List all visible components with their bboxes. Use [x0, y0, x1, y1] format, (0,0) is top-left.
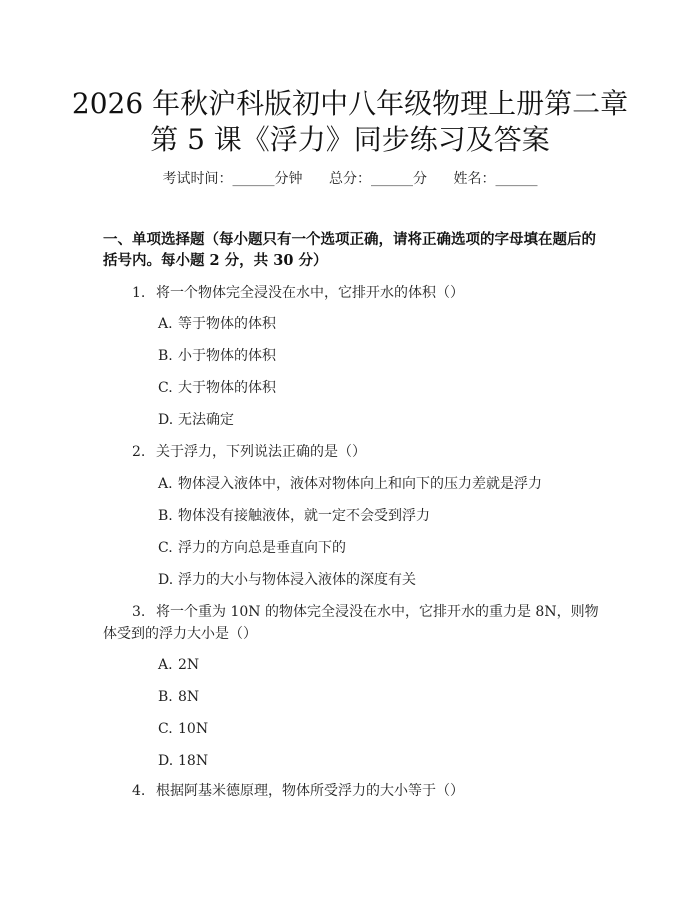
time-unit: 分钟	[274, 171, 303, 187]
question-3	[103, 601, 603, 645]
question-number: 1.	[132, 285, 146, 301]
question-1	[132, 282, 602, 304]
exam-info-line	[0, 168, 700, 188]
question-3-option-a: A. 2N	[158, 657, 200, 673]
question-text: 关于浮力，下列说法正确的是（）	[156, 444, 366, 460]
question-2	[132, 441, 602, 463]
question-2-option-b: B. 物体没有接触液体，就一定不会受到浮力	[158, 508, 430, 524]
score-blank: ______	[371, 171, 413, 187]
question-3-option-d: D. 18N	[158, 753, 209, 769]
name-blank: ______	[495, 171, 538, 187]
score-unit: 分	[413, 171, 427, 187]
question-number: 2.	[132, 444, 146, 460]
question-1-option-a: A. 等于物体的体积	[158, 316, 276, 332]
time-blank: ______	[232, 171, 275, 187]
question-3-option-b: B. 8N	[158, 689, 200, 705]
section-heading: 一、单项选择题（每小题只有一个选项正确，请将正确选项的字母填在题后的括号内。每小题 2 分，共 30 分）	[103, 231, 596, 269]
question-text: 根据阿基米德原理，物体所受浮力的大小等于（）	[156, 783, 464, 799]
name-label: 姓名：	[453, 171, 496, 187]
document-title-line-2: 第 5 课《浮力》同步练习及答案	[150, 123, 550, 156]
question-2-option-a: A. 物体浸入液体中，液体对物体向上和向下的压力差就是浮力	[158, 476, 542, 492]
question-number: 4.	[132, 783, 146, 799]
question-3-option-c: C. 10N	[158, 721, 209, 737]
time-label: 考试时间：	[162, 171, 233, 187]
question-number: 3.	[132, 604, 146, 620]
question-2-option-c: C. 浮力的方向总是垂直向下的	[158, 540, 346, 556]
question-4	[132, 780, 602, 802]
score-label: 总分：	[329, 171, 371, 187]
question-text: 将一个物体完全浸没在水中，它排开水的体积（）	[156, 285, 464, 301]
question-1-option-d: D. 无法确定	[158, 412, 234, 428]
question-text: 将一个重为 10N 的物体完全浸没在水中，它排开水的重力是 8N，则物体受到的浮力大小是（）	[103, 604, 599, 642]
question-1-option-b: B. 小于物体的体积	[158, 348, 276, 364]
question-1-option-c: C. 大于物体的体积	[158, 380, 276, 396]
document-title-line-1: 2026 年秋沪科版初中八年级物理上册第二章	[71, 87, 629, 120]
question-2-option-d: D. 浮力的大小与物体浸入液体的深度有关	[158, 572, 416, 588]
